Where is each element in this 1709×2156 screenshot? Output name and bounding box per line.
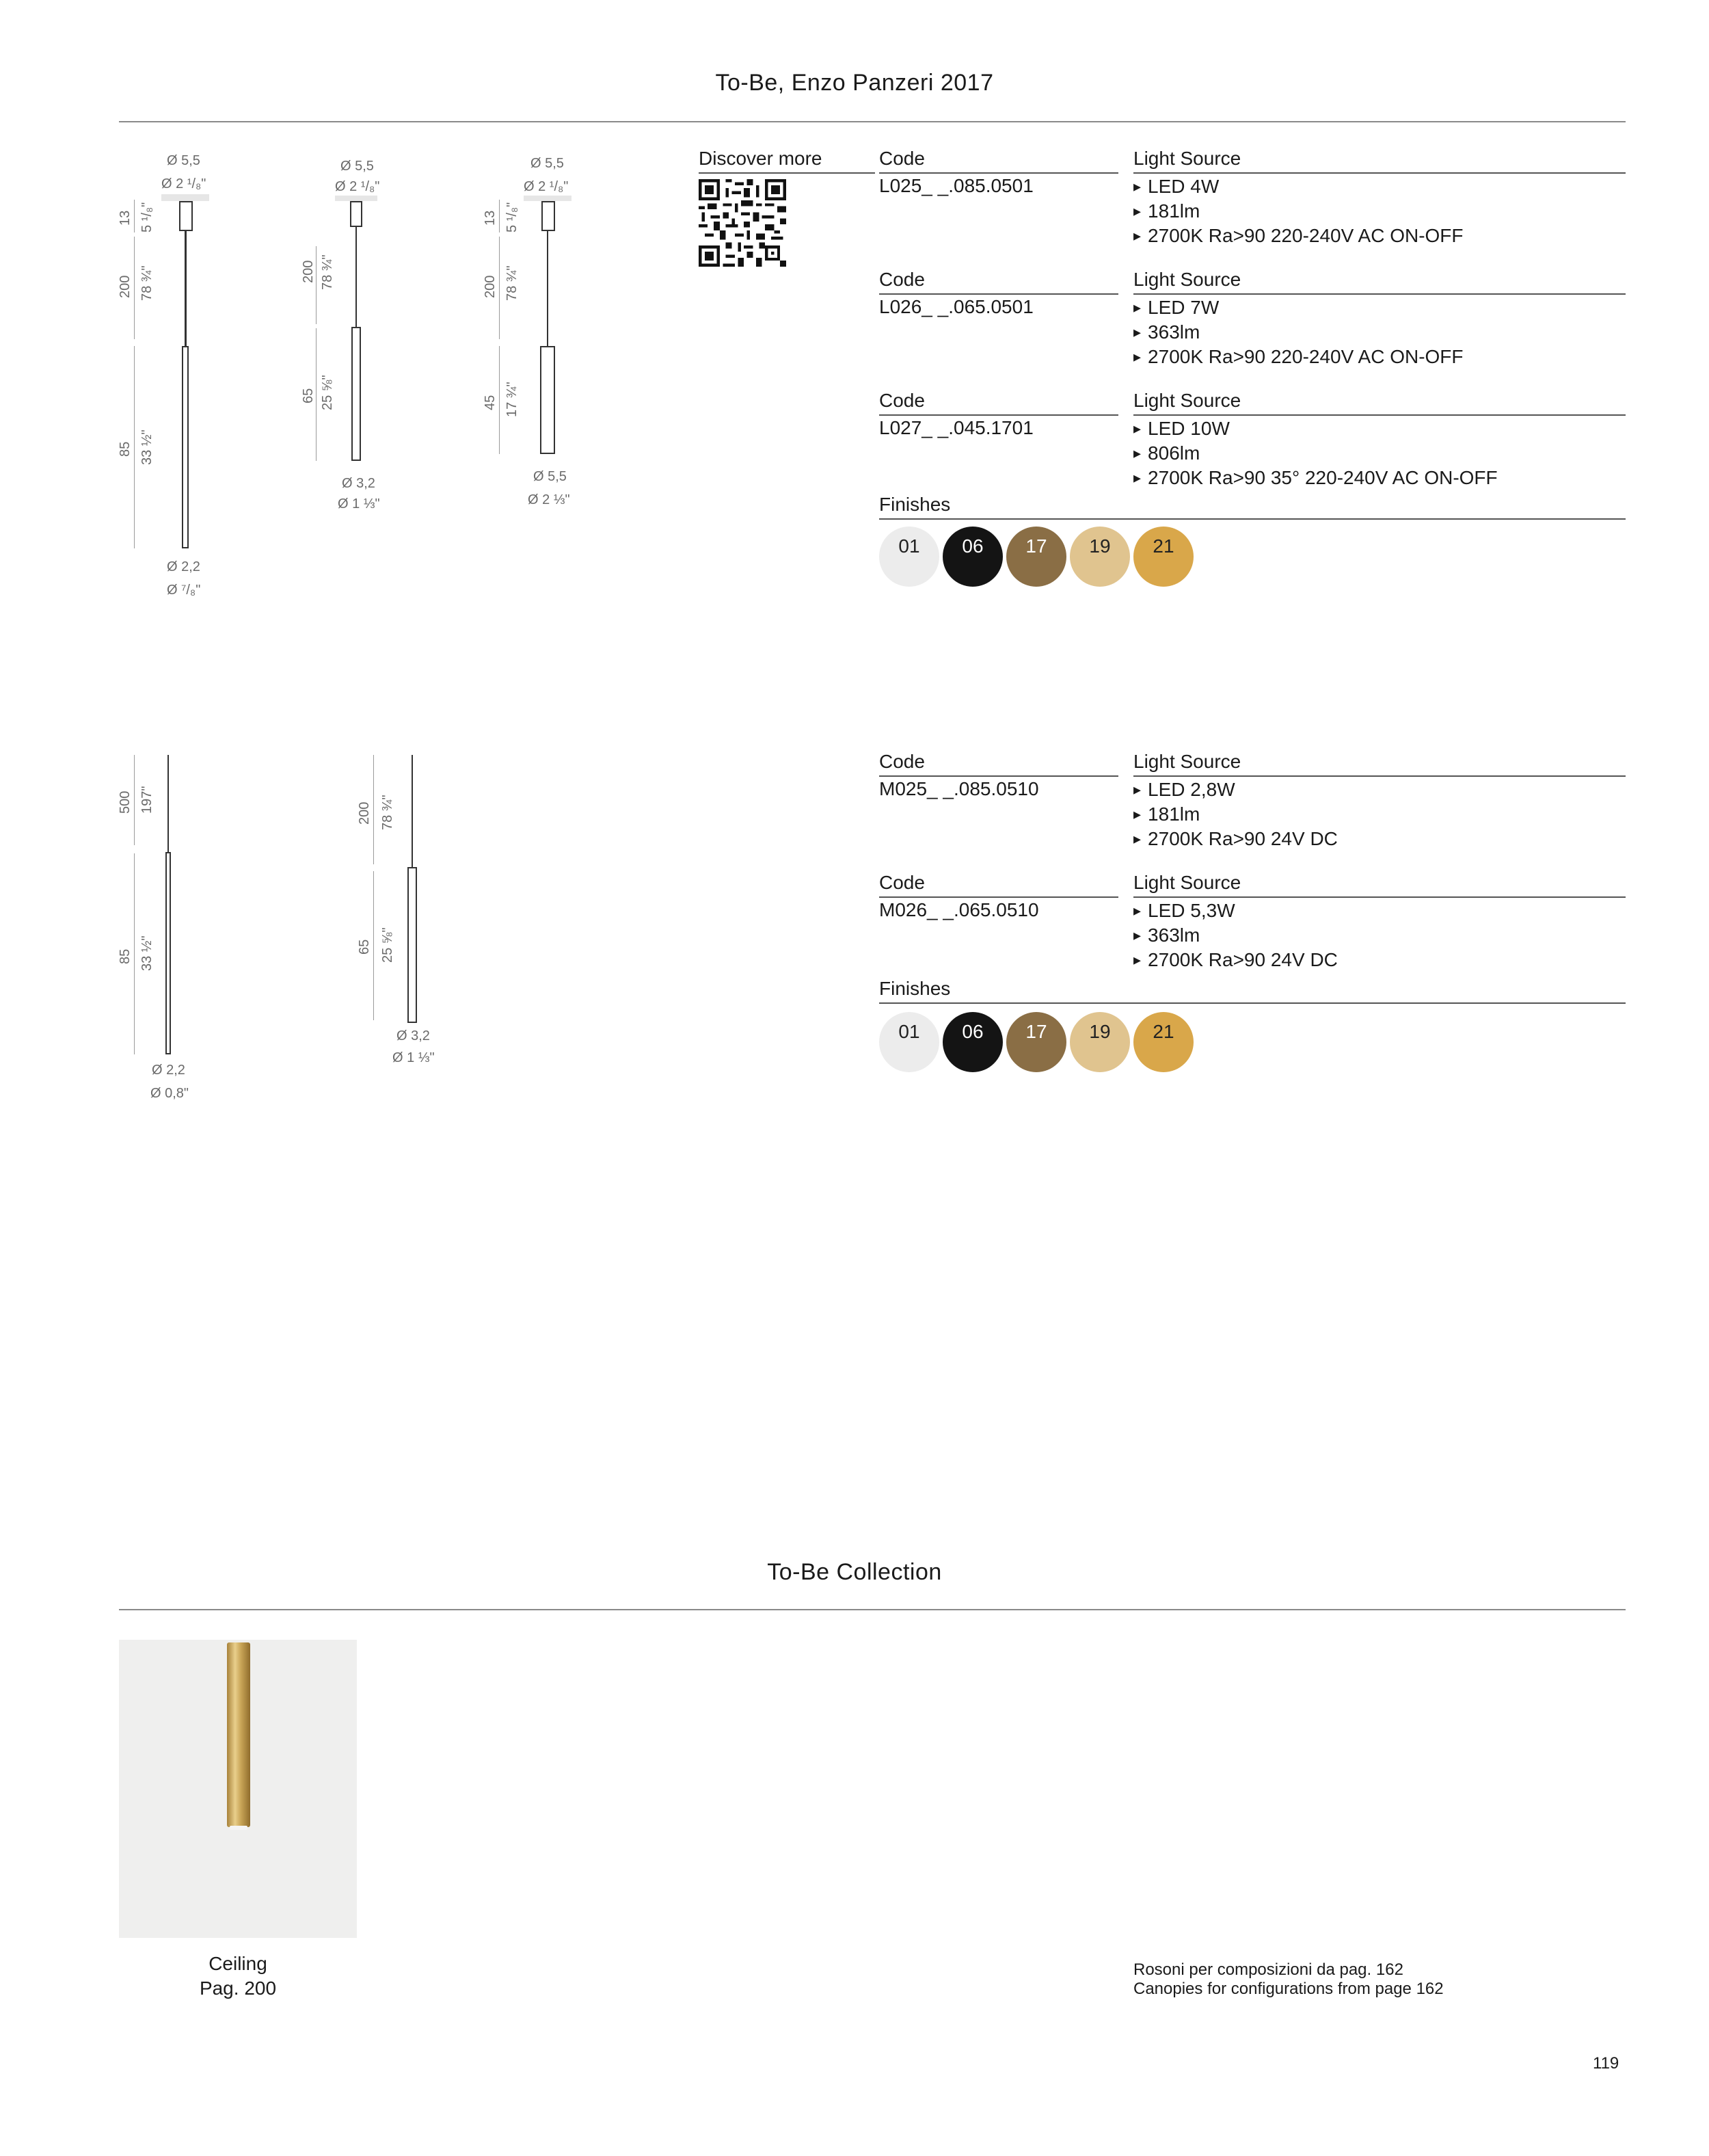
- dim-h3-in: 25 ⅝": [320, 375, 335, 410]
- finish-swatch-17[interactable]: 17: [1006, 1012, 1066, 1072]
- product-code: M025_ _.085.0510: [879, 778, 1039, 799]
- dim-h3: 85: [118, 441, 133, 457]
- finishes-label: Finishes: [879, 978, 951, 999]
- light-source-item: ▸ 2700K Ra>90 220-240V AC ON-OFF: [1133, 224, 1464, 249]
- canopy: [350, 201, 362, 227]
- cable: [167, 755, 169, 852]
- dim-line: [134, 755, 135, 845]
- page-title: To-Be, Enzo Panzeri 2017: [715, 70, 994, 96]
- dim-line: [134, 346, 135, 548]
- dim-h2-in: 197": [139, 786, 154, 814]
- dim-h2: 200: [357, 801, 372, 825]
- light-source-item: ▸ 806lm: [1133, 442, 1498, 466]
- dim-h2-in: 78 ¾": [380, 795, 395, 830]
- light-source-list: [1133, 296, 1464, 370]
- dim-h3: 45: [483, 395, 498, 410]
- dim-h2: 200: [301, 260, 316, 283]
- light-source-list: [1133, 417, 1498, 491]
- dim-bot-dia-in: Ø 2 ⅓": [528, 492, 570, 507]
- dim-top-dia: Ø 5,5: [530, 156, 564, 171]
- light-source-header: Light Source: [1133, 269, 1241, 290]
- discover-more-label: Discover more: [699, 148, 822, 169]
- light-source-item: ▸ 363lm: [1133, 321, 1464, 345]
- tube-body: [540, 346, 555, 454]
- product-code: M026_ _.065.0510: [879, 899, 1039, 920]
- code-rule: [879, 896, 1118, 898]
- cable: [185, 231, 187, 346]
- dim-h2: 200: [483, 275, 498, 298]
- canopy: [179, 201, 193, 231]
- light-source-item: ▸ LED 10W: [1133, 417, 1498, 442]
- tube-body: [182, 346, 189, 548]
- product-code: L025_ _.085.0501: [879, 175, 1034, 196]
- tube-body: [407, 867, 417, 1023]
- finish-swatch-19[interactable]: 19: [1070, 1012, 1130, 1072]
- light-source-rule: [1133, 775, 1626, 777]
- tube-body: [165, 852, 171, 1054]
- dim-bot-dia-in: Ø 1 ⅓": [392, 1050, 435, 1065]
- dim-top-dia-in: Ø 2 ¹/₈": [161, 176, 206, 191]
- dim-line: [499, 237, 500, 339]
- dim-top-dia-in: Ø 2 ¹/₈": [335, 179, 380, 194]
- dim-bot-dia-in: Ø 0,8": [150, 1086, 189, 1101]
- finishes-label: Finishes: [879, 494, 951, 515]
- light-source-header: Light Source: [1133, 148, 1241, 169]
- light-source-item: ▸ 2700K Ra>90 220-240V AC ON-OFF: [1133, 345, 1464, 370]
- note-it: Rosoni per composizioni da pag. 162: [1133, 1960, 1403, 1979]
- dim-bot-dia: Ø 3,2: [342, 476, 375, 491]
- dim-line: [134, 237, 135, 339]
- finish-swatch-21[interactable]: 21: [1133, 527, 1194, 587]
- light-source-rule: [1133, 172, 1626, 174]
- gold-tube: [227, 1642, 250, 1827]
- tube-body: [351, 327, 361, 461]
- code-header: Code: [879, 390, 925, 411]
- light-source-item: ▸ LED 7W: [1133, 296, 1464, 321]
- light-source-rule: [1133, 414, 1626, 416]
- dim-h2-in: 78 ¾": [320, 254, 335, 290]
- dim-h2-in: 78 ¾": [139, 265, 154, 301]
- light-source-rule: [1133, 293, 1626, 295]
- dim-bot-dia: Ø 2,2: [167, 559, 200, 574]
- dim-h2: 200: [118, 275, 133, 298]
- dim-bot-dia: Ø 3,2: [396, 1028, 430, 1043]
- finish-swatch-06[interactable]: 06: [943, 1012, 1003, 1072]
- finish-swatch-06[interactable]: 06: [943, 527, 1003, 587]
- light-source-item: ▸ 181lm: [1133, 200, 1464, 224]
- dim-h3-in: 25 ⅝": [380, 927, 395, 963]
- light-source-header: Light Source: [1133, 390, 1241, 411]
- dim-line: [373, 755, 374, 864]
- collection-title: To-Be Collection: [767, 1559, 942, 1585]
- light-source-list: [1133, 778, 1338, 852]
- light-source-item: ▸ LED 2,8W: [1133, 778, 1338, 803]
- dim-line: [134, 853, 135, 1054]
- light-source-list: [1133, 899, 1338, 973]
- dim-line: [373, 871, 374, 1020]
- dim-top-dia: Ø 5,5: [340, 159, 374, 174]
- ceiling-caption[interactable]: [119, 1952, 357, 2001]
- note-en: Canopies for configurations from page 162: [1133, 1980, 1444, 1998]
- finish-swatch-01[interactable]: 01: [879, 527, 939, 587]
- code-rule: [879, 775, 1118, 777]
- dim-h3-in: 17 ¾": [504, 382, 520, 417]
- ceiling-product-image[interactable]: [119, 1640, 357, 1938]
- code-rule: [879, 172, 1118, 174]
- finishes-rule: [879, 1002, 1626, 1004]
- dim-h2-in: 78 ¾": [504, 265, 520, 301]
- title-rule: [119, 121, 1626, 122]
- dim-top-dia-in: Ø 2 ¹/₈": [524, 179, 569, 194]
- code-rule: [879, 293, 1118, 295]
- finish-swatch-17[interactable]: 17: [1006, 527, 1066, 587]
- dim-bot-dia: Ø 5,5: [533, 469, 567, 484]
- code-header: Code: [879, 751, 925, 772]
- qr-code-icon[interactable]: [699, 179, 786, 267]
- code-header: Code: [879, 269, 925, 290]
- canopy-shade: [335, 196, 377, 201]
- dim-top-dia: Ø 5,5: [167, 153, 200, 168]
- light-source-header: Light Source: [1133, 872, 1241, 893]
- page-number: 119: [1593, 2054, 1619, 2073]
- light-source-item: ▸ 2700K Ra>90 24V DC: [1133, 948, 1338, 973]
- tube-lens: [230, 1826, 247, 1830]
- cable: [412, 755, 413, 867]
- dim-h1-in: 5 ¹/₈": [504, 202, 520, 232]
- dim-bot-dia: Ø 2,2: [152, 1063, 185, 1078]
- light-source-item: ▸ 2700K Ra>90 24V DC: [1133, 827, 1338, 852]
- product-code: L027_ _.045.1701: [879, 417, 1034, 438]
- dim-bot-dia-in: Ø ⁷/₈": [167, 583, 201, 598]
- code-rule: [879, 414, 1118, 416]
- light-source-item: ▸ 2700K Ra>90 35° 220-240V AC ON-OFF: [1133, 466, 1498, 491]
- finishes-rule: [879, 518, 1626, 520]
- finish-swatch-21[interactable]: 21: [1133, 1012, 1194, 1072]
- canopy: [541, 201, 555, 231]
- light-source-item: ▸ LED 4W: [1133, 175, 1464, 200]
- light-source-item: ▸ 181lm: [1133, 803, 1338, 827]
- cable: [547, 231, 548, 346]
- dim-h3-in: 33 ½": [139, 429, 154, 465]
- dim-line: [499, 200, 500, 232]
- light-source-rule: [1133, 896, 1626, 898]
- collection-rule: [119, 1609, 1626, 1610]
- canopy-shade: [524, 196, 571, 201]
- finish-swatch-01[interactable]: 01: [879, 1012, 939, 1072]
- light-source-header: Light Source: [1133, 751, 1241, 772]
- ceiling-page-ref: Pag. 200: [199, 1978, 277, 1999]
- dim-h3: 65: [301, 388, 316, 403]
- dim-h3: 85: [118, 948, 133, 964]
- dim-line: [499, 346, 500, 454]
- discover-rule: [699, 172, 875, 174]
- product-code: L026_ _.065.0501: [879, 296, 1034, 317]
- dim-line: [134, 200, 135, 232]
- light-source-item: ▸ LED 5,3W: [1133, 899, 1338, 924]
- dim-h1: 13: [483, 210, 498, 226]
- ceiling-label: Ceiling: [208, 1953, 267, 1974]
- dim-h1: 13: [118, 210, 133, 226]
- light-source-item: ▸ 363lm: [1133, 924, 1338, 948]
- dim-h3-in: 33 ½": [139, 935, 154, 971]
- code-header: Code: [879, 148, 925, 169]
- canopy-shade: [161, 194, 209, 201]
- finish-swatch-19[interactable]: 19: [1070, 527, 1130, 587]
- light-source-list: [1133, 175, 1464, 249]
- dim-h3: 65: [357, 939, 372, 955]
- dim-bot-dia-in: Ø 1 ⅓": [338, 496, 380, 511]
- dim-line: [316, 246, 317, 324]
- dim-h2: 500: [118, 790, 133, 814]
- cable: [355, 227, 357, 327]
- code-header: Code: [879, 872, 925, 893]
- dim-h1-in: 5 ¹/₈": [139, 202, 154, 232]
